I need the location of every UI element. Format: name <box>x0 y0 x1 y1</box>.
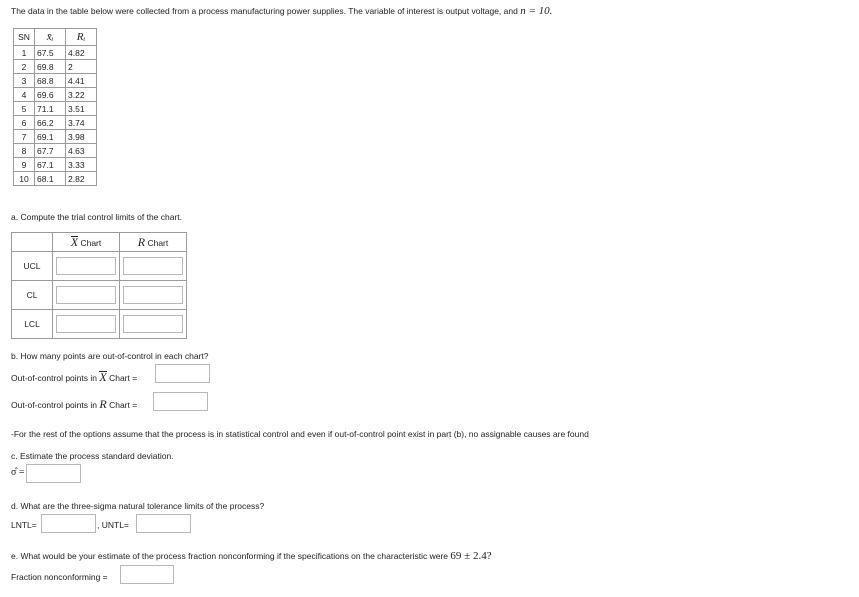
r-chart-header <box>120 233 187 252</box>
cell-sn: 7 <box>14 130 35 144</box>
cell-sn: 4 <box>14 88 35 102</box>
table-row <box>14 60 97 74</box>
table-row <box>14 74 97 88</box>
intro-text: The data in the table below were collected from a process manufacturing power supplies. The variable of interest is output voltage, and <box>11 6 518 16</box>
assumption-note: -For the rest of the options assume that the process is in statistical control and even if out-of-control point exist in part (b), no assignable causes are found <box>11 429 589 439</box>
r-chart-word: Chart <box>147 237 169 248</box>
cell-range: 3.22 <box>66 88 97 102</box>
table-row <box>14 88 97 102</box>
ucl-label: UCL <box>12 252 53 281</box>
spec-value: 69 ± 2.4? <box>450 550 492 562</box>
xbar-symbol: X <box>70 234 79 249</box>
r-ucl-input[interactable] <box>123 257 183 275</box>
header-xbar: x̄ᵢ <box>35 29 66 46</box>
ucl-row <box>12 252 187 281</box>
part-c-prompt: c. Estimate the process standard deviation. <box>11 451 174 461</box>
cell-sn: 9 <box>14 158 35 172</box>
cell-range: 2.82 <box>66 172 97 186</box>
sigma-hat-input[interactable] <box>26 464 81 483</box>
data-table-body <box>14 46 97 186</box>
cell-range: 3.74 <box>66 116 97 130</box>
table-row <box>14 130 97 144</box>
cell-xbar: 67.1 <box>35 158 66 172</box>
cell-range: 4.63 <box>66 144 97 158</box>
cell-xbar: 71.1 <box>35 102 66 116</box>
lcl-label: LCL <box>12 310 53 339</box>
cell-xbar: 67.7 <box>35 144 66 158</box>
untl-label: , UNTL= <box>97 520 129 530</box>
cell-sn: 3 <box>14 74 35 88</box>
lntl-label: LNTL= <box>11 520 37 530</box>
table-row <box>14 158 97 172</box>
cell-xbar: 68.1 <box>35 172 66 186</box>
xbar-ooc-prefix: Out-of-control points in <box>11 373 97 383</box>
r-ooc-suffix: Chart = <box>109 400 138 410</box>
cell-xbar: 68.8 <box>35 74 66 88</box>
r-cl-input[interactable] <box>123 286 183 304</box>
cell-sn: 2 <box>14 60 35 74</box>
intro-line <box>11 5 552 17</box>
data-table <box>13 28 97 186</box>
cell-sn: 10 <box>14 172 35 186</box>
table-row <box>14 102 97 116</box>
r-out-of-control-input[interactable] <box>153 392 208 411</box>
sigma-hat-label: σ̂ = <box>11 467 25 478</box>
cl-row <box>12 281 187 310</box>
xbar-cl-input[interactable] <box>56 286 116 304</box>
part-a-prompt: a. Compute the trial control limits of the chart. <box>11 212 183 222</box>
r-ooc-prefix: Out-of-control points in <box>11 400 97 410</box>
header-sn: SN <box>14 29 35 46</box>
cell-sn: 6 <box>14 116 35 130</box>
fraction-nonconforming-label: Fraction nonconforming = <box>11 572 108 582</box>
r-out-of-control-label <box>11 397 137 412</box>
cell-sn: 5 <box>14 102 35 116</box>
cell-xbar: 69.8 <box>35 60 66 74</box>
xbar-chart-header <box>53 233 120 252</box>
cell-range: 3.98 <box>66 130 97 144</box>
cell-sn: 8 <box>14 144 35 158</box>
cell-xbar: 66.2 <box>35 116 66 130</box>
cell-sn: 1 <box>14 46 35 60</box>
xbar-ucl-input[interactable] <box>56 257 116 275</box>
data-table-header <box>14 29 97 46</box>
fraction-nonconforming-input[interactable] <box>120 565 174 584</box>
cell-xbar: 67.5 <box>35 46 66 60</box>
r-lcl-input[interactable] <box>123 315 183 333</box>
cl-label: CL <box>12 281 53 310</box>
xbar-out-of-control-label <box>11 370 137 385</box>
cell-range: 3.33 <box>66 158 97 172</box>
header-range: Rᵢ <box>66 29 97 46</box>
lntl-input[interactable] <box>41 514 96 533</box>
table-row <box>14 116 97 130</box>
table-row <box>14 144 97 158</box>
part-e-line <box>11 550 492 562</box>
xbar-ooc-symbol: X <box>99 370 107 384</box>
part-e-prompt: e. What would be your estimate of the process fraction nonconforming if the specifications on the characteristic were <box>11 551 449 561</box>
cell-range: 4.41 <box>66 74 97 88</box>
r-symbol: R <box>137 234 146 249</box>
cell-range: 3.51 <box>66 102 97 116</box>
xbar-ooc-suffix: Chart = <box>109 373 138 383</box>
table-row <box>14 46 97 60</box>
corner-cell <box>12 233 53 252</box>
xbar-chart-word: Chart <box>80 237 102 248</box>
control-limits-table <box>11 232 187 339</box>
cell-xbar: 69.1 <box>35 130 66 144</box>
lcl-row <box>12 310 187 339</box>
part-d-prompt: d. What are the three-sigma natural tolerance limits of the process? <box>11 501 265 511</box>
intro-n-expr: n = 10. <box>520 5 553 17</box>
xbar-lcl-input[interactable] <box>56 315 116 333</box>
cell-range: 2 <box>66 60 97 74</box>
table-row <box>14 172 97 186</box>
part-b-prompt: b. How many points are out-of-control in each chart? <box>11 351 209 361</box>
cell-range: 4.82 <box>66 46 97 60</box>
untl-input[interactable] <box>136 514 191 533</box>
xbar-out-of-control-input[interactable] <box>155 364 210 383</box>
r-ooc-symbol: R <box>99 397 107 411</box>
cell-xbar: 69.6 <box>35 88 66 102</box>
